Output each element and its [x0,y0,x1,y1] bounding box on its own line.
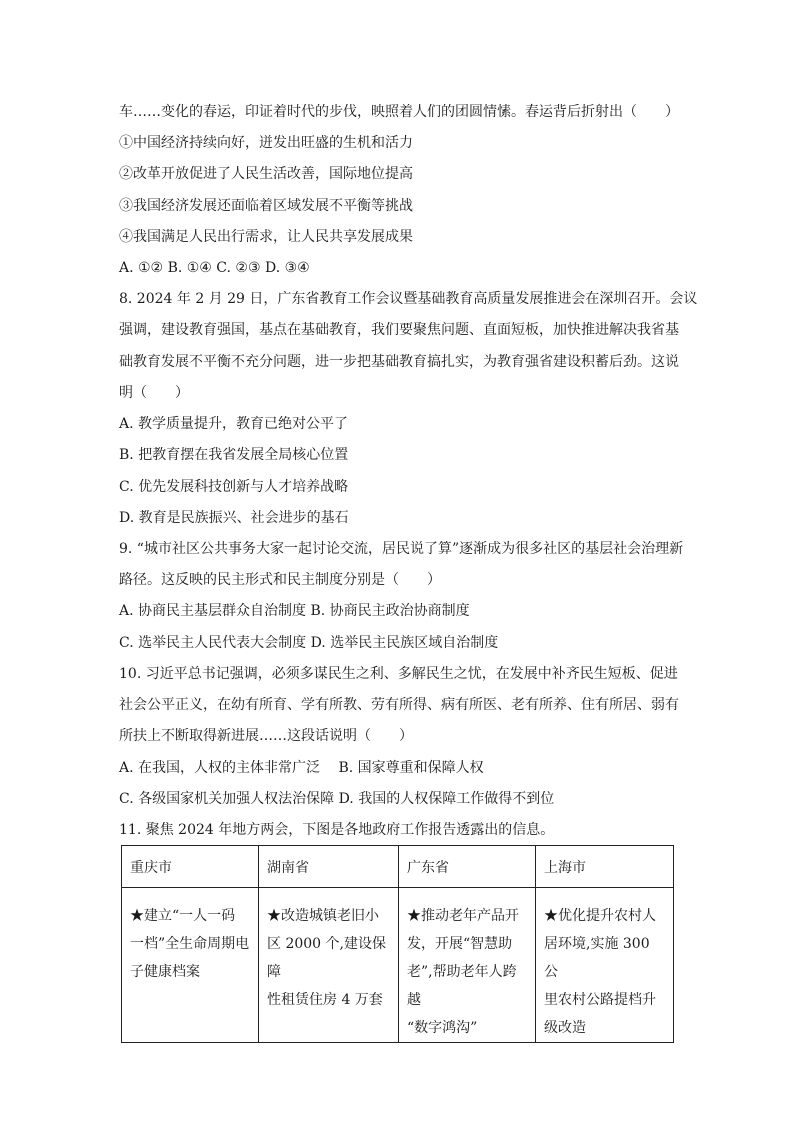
table-cell: ★优化提升农村人 居环境,实施 300 公 里农村公路提档升 级改造 [536,888,674,1043]
government-report-table [121,845,674,1043]
question-10-line-1: 10. 习近平总书记强调，必须多谋民生之利、多解民生之忧，在发展中补齐民生短板、促进 [119,666,678,682]
question-7-stem-end: 车……变化的春运，印证着时代的步伐，映照着人们的团圆情愫。春运背后折射出（ ） [119,104,679,120]
question-10-line-2: 社会公平正义，在幼有所育、学有所教、劳有所得、病有所医、老有所养、住有所居、弱有 [119,697,679,713]
table-header-cell: 广东省 [399,846,536,888]
statement-2: ②改革开放促进了人民生活改善，国际地位提高 [119,166,413,182]
question-10-options-cd: C. 各级国家机关加强人权法治保障 D. 我国的人权保障工作做得不到位 [119,791,555,807]
question-8-line-4: 明（ ） [119,385,189,401]
question-9-line-1: 9. “城市社区公共事务大家一起讨论交流，居民说了算”逐渐成为很多社区的基层社会治理新 [119,541,684,557]
question-8-line-3: 础教育发展不平衡不充分问题，进一步把基础教育搞扎实，为教育强省建设积蓄后劲。这说 [119,354,679,370]
question-9-options-ab: A. 协商民主基层群众自治制度 B. 协商民主政治协商制度 [119,603,470,619]
question-7-options: A. ①② B. ①④ C. ②③ D. ③④ [119,260,310,276]
table-row [122,888,674,1043]
question-8-option-a: A. 教学质量提升，教育已绝对公平了 [119,416,349,432]
question-11-stem: 11. 聚焦 2024 年地方两会，下图是各地政府工作报告透露出的信息。 [119,822,555,838]
question-8-option-d: D. 教育是民族振兴、社会进步的基石 [119,510,349,526]
statement-3: ③我国经济发展还面临着区域发展不平衡等挑战 [119,198,413,214]
statement-1: ①中国经济持续向好，迸发出旺盛的生机和活力 [119,135,413,151]
table-header-cell: 湖南省 [259,846,399,888]
question-8-option-b: B. 把教育摆在我省发展全局核心位置 [119,447,349,463]
statement-4: ④我国满足人民出行需求，让人民共享发展成果 [119,229,413,245]
question-9-line-2: 路径。这反映的民主形式和民主制度分别是（ ） [119,572,441,588]
table-cell: ★推动老年产品开 发，开展“智慧助 老”,帮助老年人跨越 “数字鸿沟” [399,888,536,1043]
table-header-cell: 上海市 [536,846,674,888]
table-header-row [122,846,674,888]
table-cell: ★建立“一人一码 一档”全生命周期电 子健康档案 [122,888,259,1043]
table-cell: ★改造城镇老旧小 区 2000 个,建设保障 性租赁住房 4 万套 [259,888,399,1043]
question-9-options-cd: C. 选举民主人民代表大会制度 D. 选举民主民族区域自治制度 [119,635,499,651]
question-8-line-1: 8. 2024 年 2 月 29 日，广东省教育工作会议暨基础教育高质量发展推进会在深圳召开。会议 [119,291,698,307]
question-10-line-3: 所扶上不断取得新进展……这段话说明（ ） [119,728,413,744]
question-10-options-ab: A. 在我国，人权的主体非常广泛 B. 国家尊重和保障人权 [119,760,484,776]
question-8-option-c: C. 优先发展科技创新与人才培养战略 [119,479,349,495]
question-8-line-2: 强调，建设教育强国，基点在基础教育，我们要聚焦问题、直面短板，加快推进解决我省基 [119,322,679,338]
table-header-cell: 重庆市 [122,846,259,888]
